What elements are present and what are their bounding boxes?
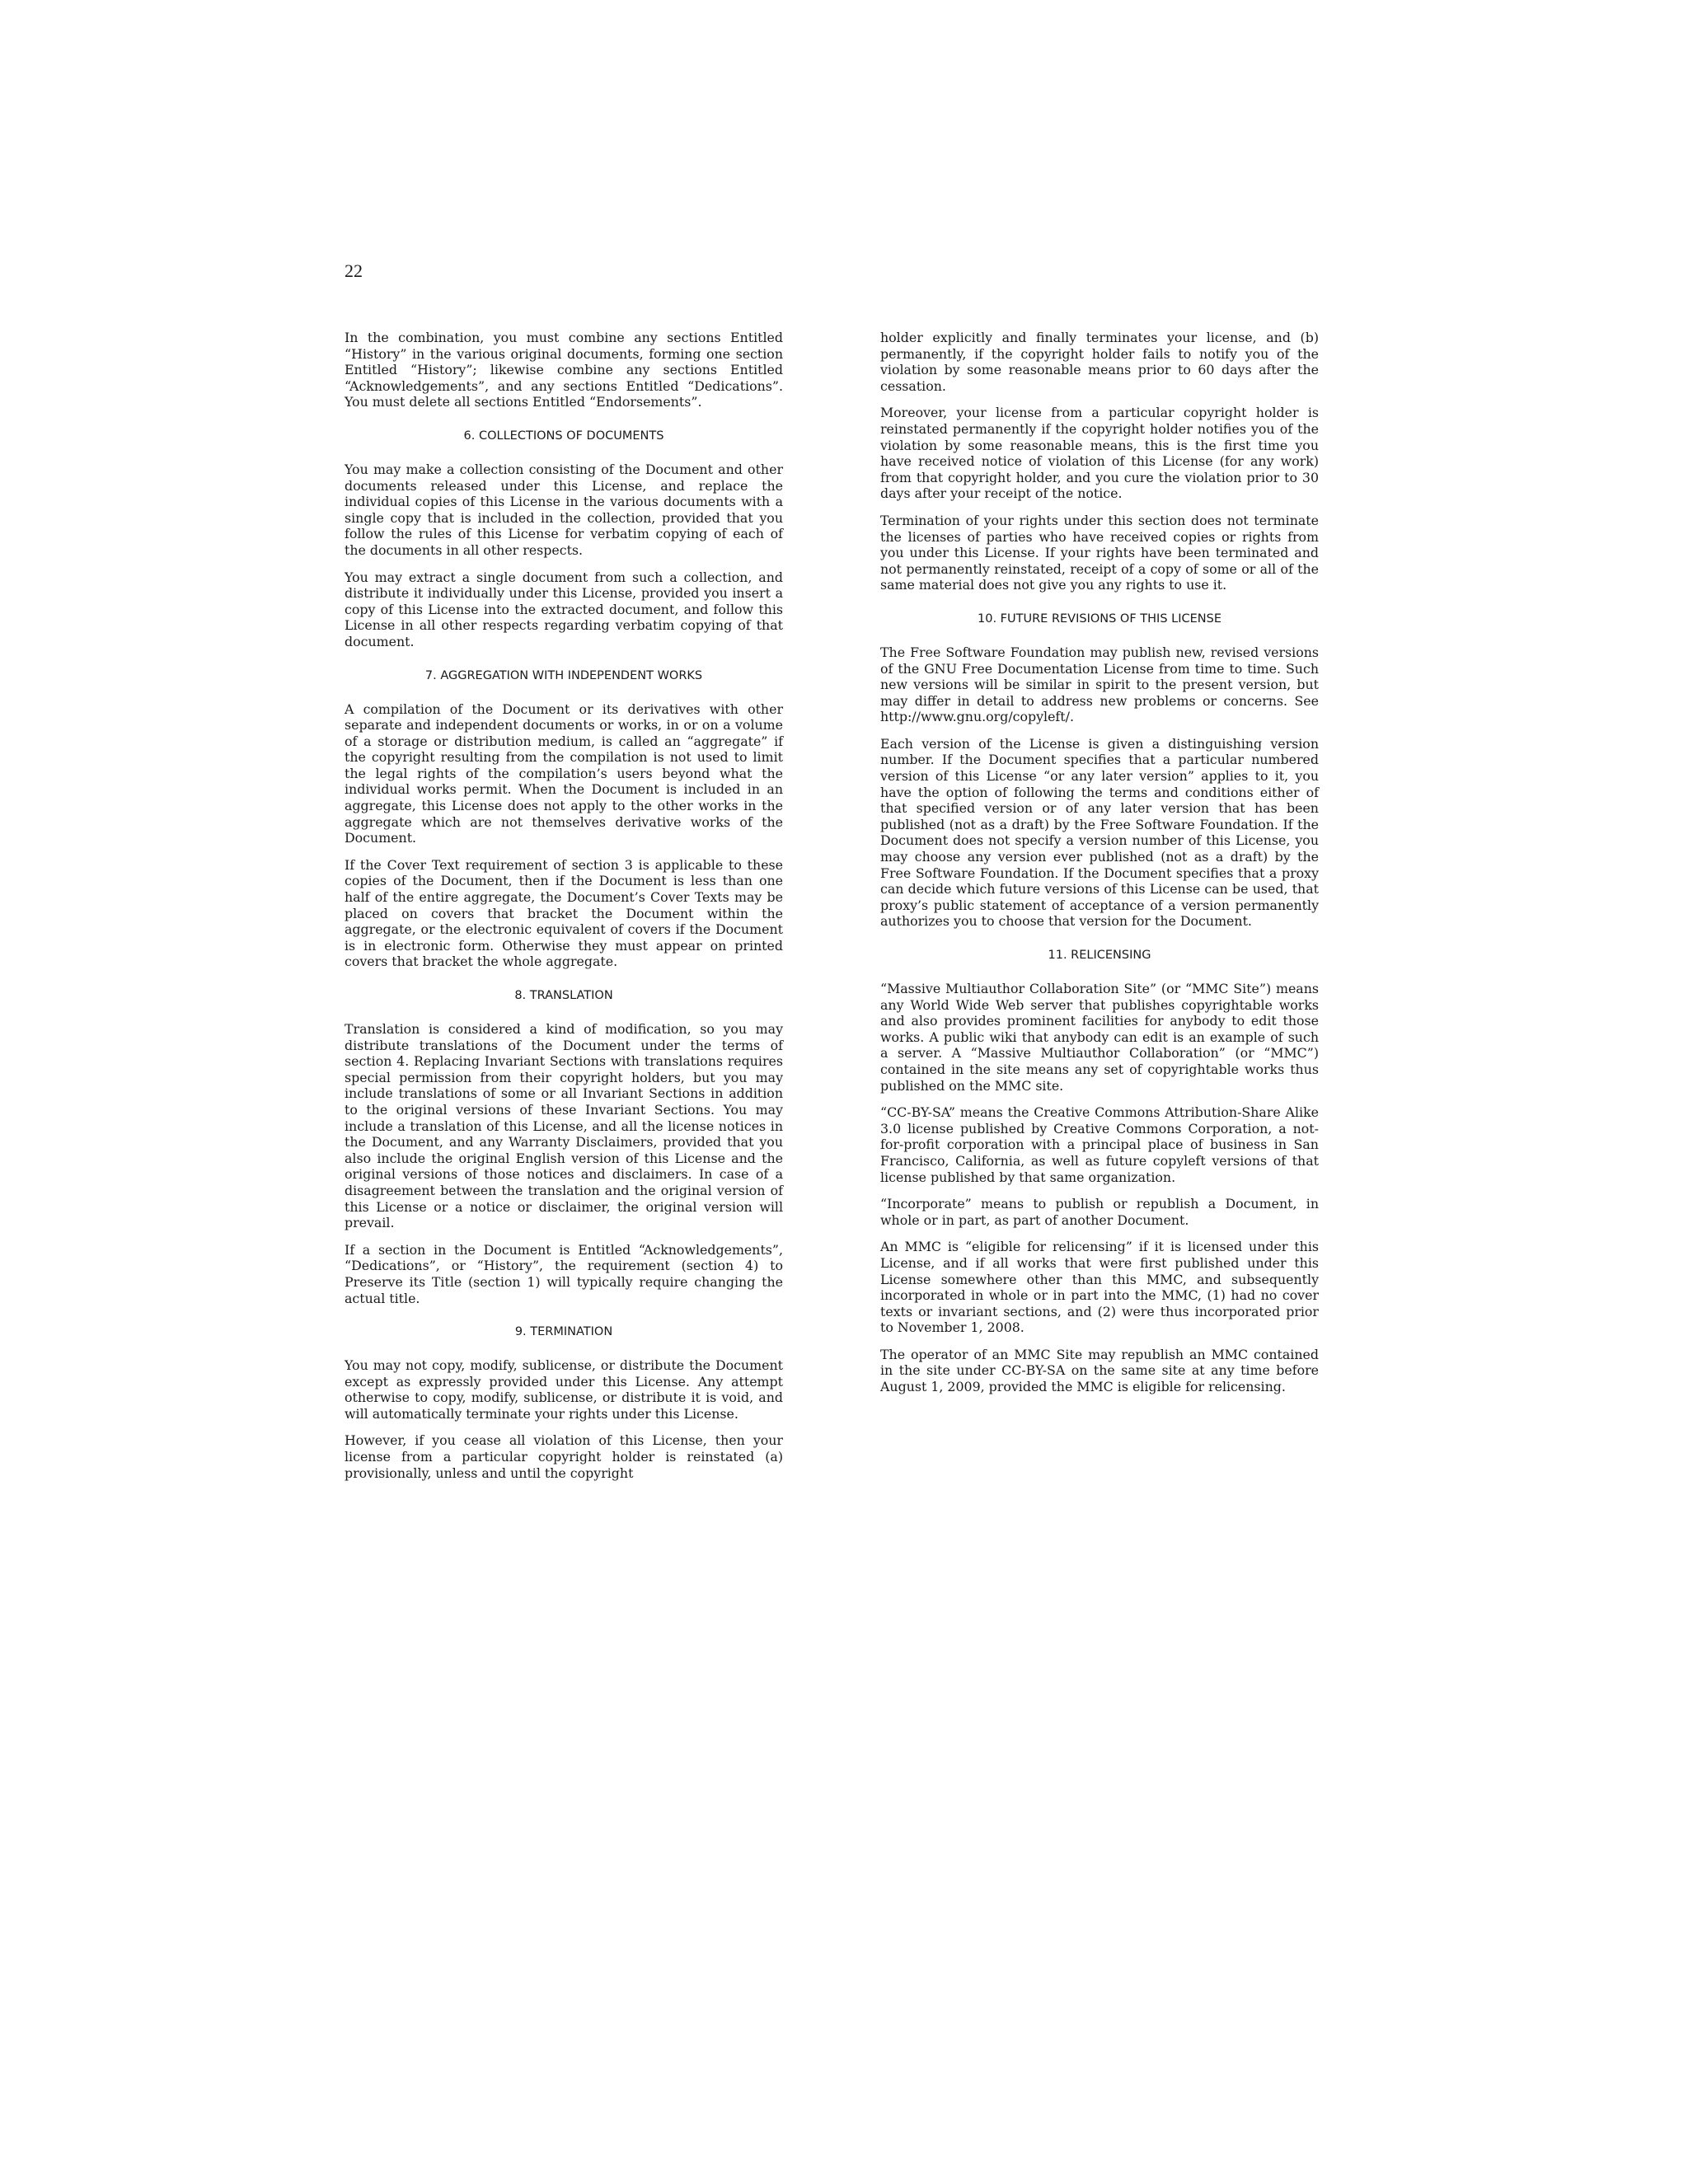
section-heading-termination: 9. TERMINATION (514, 1325, 613, 1339)
section-heading-collections: 6. COLLECTIONS OF DOCUMENTS (463, 429, 664, 443)
section-heading-relicensing: 11. RELICENSING (1048, 949, 1151, 962)
paragraph-future-revisions-1: The Free Software Foundation may publish new, revised versions of the GNU Free Documentation License from time to time. Such new versions will be similar in spirit to the present version, but may differ in detail to address new problems or concerns. See http://www.gnu.org/copyleft/. (880, 644, 1319, 725)
paragraph-future-revisions-2: Each version of the License is given a distinguishing version number. If the Document specifies that a particular numbered version of this License “or any later version” applies to it, you have the option of following the terms and conditions either of that specified version or of any later version that has been published (not as a draft) by the Free Software Foundation. If the Document does not specify a version number of this License, you may choose any version ever published (not as a draft) by the Free Software Foundation. If the Document specifies that a proxy can decide which future versions of this License can be used, that proxy’s public statement of acceptance of a version permanently authorizes you to choose that version for the Document. (880, 735, 1319, 930)
paragraph-translation-1: Translation is considered a kind of modification, so you may distribute translations of the Document under the terms of section 4. Replacing Invariant Sections with translations requires special permission from their copyright holders, but you may include translations of some or all Invariant Sections in addition to the original versions of these Invariant Sections. You may include a translation of this License, and all the license notices in the Document, and any Warranty Disclaimers, provided that you also include the original English version of this License and the original versions of those notices and disclaimers. In case of a disagreement between the translation and the original version of this License or a notice or disclaimer, the original version will prevail. (345, 1021, 783, 1231)
paragraph-collections-1: You may make a collection consisting of the Document and other documents released under this License, and replace the individual copies of this License in the various documents with a single copy that is included in the collection, provided that you follow the rules of this License for verbatim copying of each of the documents in all other respects. (345, 461, 783, 558)
paragraph-relicensing-5: The operator of an MMC Site may republish an MMC contained in the site under CC-BY-SA on the same site at any time before August 1, 2009, provided the MMC is eligible for relicensing. (880, 1346, 1319, 1395)
paragraph-termination-4: Moreover, your license from a particular copyright holder is reinstated permanently if the copyright holder notifies you of the violation by some reasonable means, this is the first time you have received notice of violation of this License (for any work) from that copyright holder, and you cure the violation prior to 30 days after your receipt of the notice. (880, 405, 1319, 502)
page-number: 22 (345, 260, 363, 281)
paragraph-termination-5: Termination of your rights under this section does not terminate the licenses of parties who have received copies or rights from you under this License. If your rights have been terminated and not permanently reinstated, receipt of a copy of some or all of the same material does not give you any rights to use it. (880, 512, 1319, 593)
paragraph-relicensing-3: “Incorporate” means to publish or republish a Document, in whole or in part, as part of another Document. (880, 1196, 1319, 1228)
paragraph-aggregation-2: If the Cover Text requirement of section 3 is applicable to these copies of the Document, then if the Document is less than one half of the entire aggregate, the Document’s Cover Texts may be placed on covers that bracket the Document within the aggregate, or the electronic equivalent of covers if the Document is in electronic form. Otherwise they must appear on printed covers that bracket the whole aggregate. (345, 856, 783, 970)
paragraph-aggregation-1: A compilation of the Document or its derivatives with other separate and independent documents or works, in or on a volume of a storage or distribution medium, is called an “aggregate” if the copyright resulting from the compilation is not used to limit the legal rights of the compilation’s users beyond what the individual works permit. When the Document is included in an aggregate, this License does not apply to the other works in the aggregate which are not themselves derivative works of the Document. (345, 701, 783, 846)
paragraph-combination-intro: In the combination, you must combine any sections Entitled “History” in the various original documents, forming one section Entitled “History”; likewise combine any sections Entitled “Acknowledgements”, and any sections Entitled “Dedications”. You must delete all sections Entitled “Endorsements”. (345, 330, 783, 410)
paragraph-relicensing-4: An MMC is “eligible for relicensing” if it is licensed under this License, and if all works that were first published under this License somewhere other than this MMC, and subsequently incorporated in whole or in part into the MMC, (1) had no cover texts or invariant sections, and (2) were thus incorporated prior to November 1, 2008. (880, 1239, 1319, 1336)
paragraph-termination-1: You may not copy, modify, sublicense, or distribute the Document except as expressly provided under this License. Any attempt otherwise to copy, modify, sublicense, or distribute it is void, and will automatically terminate your rights under this License. (345, 1357, 783, 1422)
left-column (345, 330, 783, 1492)
paragraph-relicensing-1: “Massive Multiauthor Collaboration Site” (or “MMC Site”) means any World Wide Web server that publishes copyrightable works and also provides prominent facilities for anybody to edit those works. A public wiki that anybody can edit is an example of such a server. A “Massive Multiauthor Collaboration” (or “MMC”) contained in the site means any set of copyrightable works thus published on the MMC site. (880, 981, 1319, 1094)
section-heading-future-revisions: 10. FUTURE REVISIONS OF THIS LICENSE (978, 612, 1221, 626)
section-heading-aggregation: 7. AGGREGATION WITH INDEPENDENT WORKS (424, 668, 703, 682)
paragraph-translation-2: If a section in the Document is Entitled “Acknowledgements”, “Dedications”, or “History”, the requirement (section 4) to Preserve its Title (section 1) will typically require changing the actual title. (345, 1241, 783, 1306)
right-column (880, 330, 1319, 1406)
paragraph-collections-2: You may extract a single document from such a collection, and distribute it individually under this License, provided you insert a copy of this License into the extracted document, and follow this License in all other respects regarding verbatim copying of that document. (345, 569, 783, 649)
paragraph-relicensing-2: “CC-BY-SA” means the Creative Commons Attribution-Share Alike 3.0 license published by Creative Commons Corporation, a not-for-profit corporation with a principal place of business in San Francisco, California, as well as future copyleft versions of that license published by that same organization. (880, 1104, 1319, 1185)
section-heading-translation: 8. TRANSLATION (514, 989, 613, 1002)
paragraph-termination-3: holder explicitly and finally terminates your license, and (b) permanently, if the copyright holder fails to notify you of the violation by some reasonable means prior to 60 days after the cessation. (880, 330, 1319, 394)
paragraph-termination-2: However, if you cease all violation of this License, then your license from a particular copyright holder is reinstated (a) provisionally, unless and until the copyright (345, 1432, 783, 1481)
